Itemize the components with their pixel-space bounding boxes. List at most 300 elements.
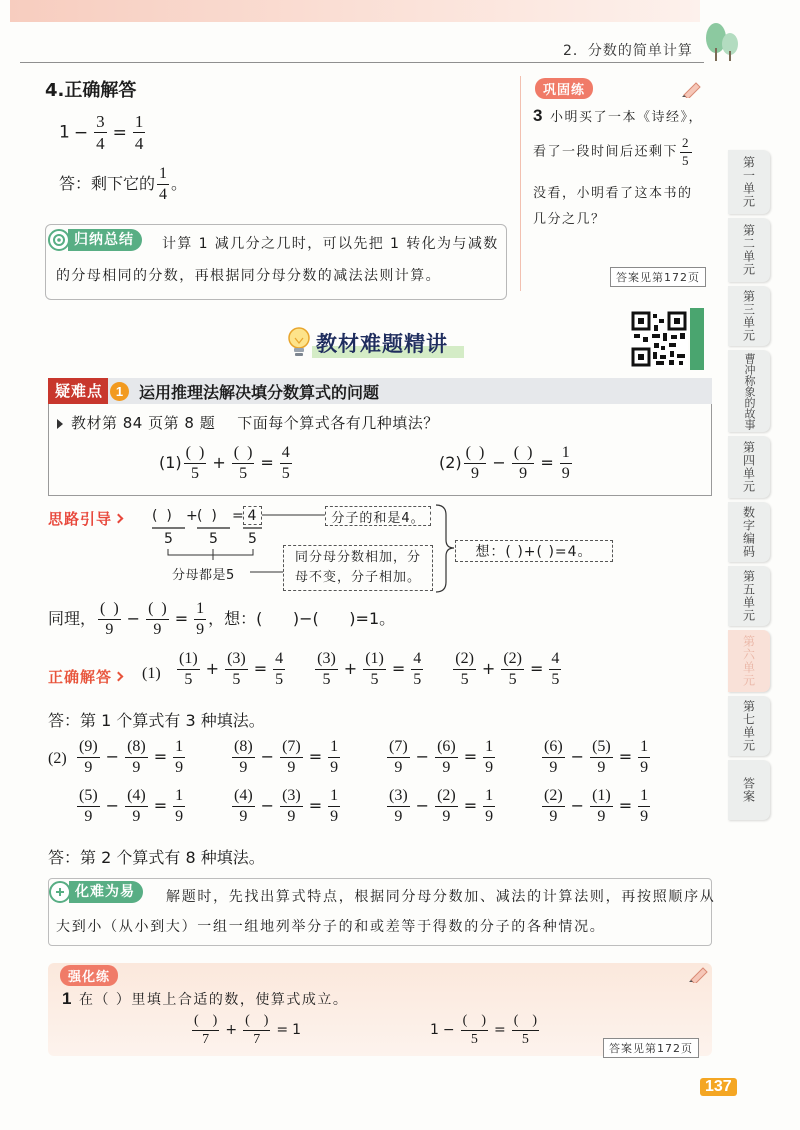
numerator: (7) [387,738,410,758]
text: 1 [292,1022,302,1039]
numerator: (7) [280,738,303,758]
fraction [483,738,495,777]
operator: − [570,795,585,815]
numerator: (3) [315,650,338,670]
sidebar-tab-unit-2 [728,218,770,282]
drill-instruction-line [62,989,348,1009]
tab-label: 第一单元 [741,156,756,208]
fraction [225,650,248,689]
denominator: 9 [394,758,403,776]
denominator: 9 [132,807,141,825]
fraction [590,787,613,826]
denominator: 9 [175,758,184,776]
denominator: 9 [196,620,205,638]
numerator: 1 [194,600,206,620]
sidebar-tab-unit-1 [728,150,770,214]
part2-label: (2) [48,750,67,767]
equation [59,112,187,153]
rule-line-1: 同分母分数相加，分 [294,550,421,565]
numerator: 1 [560,444,572,464]
denominator: 5 [281,464,290,482]
chevron-right-icon [114,514,124,524]
equation [313,650,425,689]
part1-equations [175,650,563,689]
numerator: ( ) [98,600,121,620]
fraction [280,787,303,826]
fraction [94,112,107,153]
denominator: 9 [561,464,570,482]
denominator: 9 [84,758,93,776]
numerator: (5) [77,787,100,807]
denominator: 9 [485,758,494,776]
practice-line-3: 没看，小明看了这本书的 [533,186,693,201]
numerator: (1) [590,787,613,807]
section-heading: 教材难题精讲 [316,332,448,356]
fraction [232,738,255,777]
equation [75,738,230,777]
text: ，想：( )−( )=1。 [208,608,396,628]
sidebar-tab-unit-6 [728,630,770,692]
text: 同理， [48,608,97,628]
numerator: 4 [280,444,292,464]
fraction [638,787,650,826]
operator: = [391,658,406,678]
text: 1 [430,1022,439,1039]
numerator: (5) [590,738,613,758]
fraction [387,787,410,826]
fraction [461,1013,488,1047]
fraction [435,738,458,777]
fraction [315,650,338,689]
numerator: 1 [328,787,340,807]
denominator: 5 [191,464,199,482]
denominator: 9 [175,807,184,825]
numerator: 3 [94,112,107,133]
numerator: 1 [173,738,185,758]
similar-line [48,600,395,639]
operator: = [493,1022,506,1039]
text: 。 [171,173,188,193]
diagram-denominator-1: 5 [164,531,173,547]
problem-equation-2 [439,444,574,483]
fraction [157,165,169,204]
operator: − [260,795,275,815]
diagram-plus: + [186,508,198,524]
denominator: 5 [470,1031,478,1047]
denominator: 9 [485,807,494,825]
numerator: (8) [232,738,255,758]
summary-tag [48,229,142,251]
numerator: 1 [328,738,340,758]
practice-label: 巩固练 [535,78,593,99]
operator: − [415,746,430,766]
sidebar-tab-unit-3 [728,286,770,346]
fraction [194,600,206,639]
answer-1: 答：第 1 个算式有 3 种填法。 [48,711,265,730]
operator: − [105,746,120,766]
numerator: 1 [173,787,185,807]
guide-diagram [140,500,630,600]
numerator: (2) [453,650,476,670]
summary-box [45,224,507,300]
denominator: 4 [159,185,168,203]
question-number: 3 [533,106,544,125]
fraction [273,650,285,689]
numerator: ( ) [461,1013,488,1031]
denominator: 9 [239,758,248,776]
sidebar-tab-unit-7 [728,696,770,756]
operator: = [529,658,544,678]
operator: = [260,452,274,472]
lightbulb-icon [286,325,312,359]
practice-line-2 [533,136,694,168]
guide-label-text: 思路引导 [48,510,113,528]
fraction [125,738,148,777]
answer-reference: 答案见第172页 [610,267,706,287]
fraction [125,787,148,826]
tab-label: 第四单元 [741,441,756,493]
numerator: ( ) [146,600,169,620]
equation [385,738,540,777]
fraction [280,444,292,483]
answer-2: 答：第 2 个算式有 8 种填法。 [48,848,265,867]
diagram-denominator-note: 分母都是5 [172,568,235,583]
equation [230,787,385,826]
numerator: ( ) [232,444,255,464]
practice-line-4: 几分之几？ [533,212,606,227]
fraction [77,787,100,826]
denominator: 5 [275,670,284,688]
operator: = [153,746,168,766]
fraction [411,650,423,689]
fraction [638,738,650,777]
fraction [243,1013,270,1047]
denominator: 9 [442,807,451,825]
fraction [173,787,185,826]
drill-number: 1 [62,989,73,1008]
denominator: 9 [153,620,162,638]
numerator: (2) [501,650,524,670]
numerator: (2) [435,787,458,807]
video-tag-strip [690,308,704,370]
fraction [280,738,303,777]
sidebar-tab-caochong [728,350,770,432]
numerator: (6) [542,738,565,758]
solution-label-text: 正确解答 [48,668,113,686]
sidebar-tab-answers [728,760,770,820]
text: (2) [439,452,462,472]
denominator: 9 [442,758,451,776]
fraction [542,787,565,826]
fraction [549,650,561,689]
fraction [435,787,458,826]
operator: = [463,795,478,815]
fraction [453,650,476,689]
fraction [184,444,207,483]
numerator: 1 [638,738,650,758]
fraction [232,444,255,483]
numerator: (9) [77,738,100,758]
operator: − [570,746,585,766]
denominator: 7 [202,1031,210,1047]
tip-box [48,878,716,946]
operator: − [105,795,120,815]
denominator: 9 [105,620,114,638]
key-icon [49,881,71,903]
chevron-right-icon [114,672,124,682]
denominator: 5 [370,670,379,688]
denominator: 9 [84,807,93,825]
operator: = [112,122,127,143]
denominator: 9 [330,758,339,776]
numerator: (3) [387,787,410,807]
numerator: 1 [483,738,495,758]
drill-instruction: 在（ ）里填上合适的数，使算式成立。 [78,992,349,1008]
numerator: 1 [133,112,146,133]
denominator: 5 [521,1031,529,1047]
guide-label [48,508,122,529]
fraction [133,112,146,153]
triangle-bullet-icon [57,419,63,429]
part1-label: (1) [142,665,161,682]
diagram-rule-box [283,545,433,591]
operator: = [276,1022,289,1039]
denominator: 5 [184,670,193,688]
numerator: (3) [280,787,303,807]
operator: = [253,658,268,678]
denominator: 9 [640,807,649,825]
fraction [542,738,565,777]
numerator: 2 [680,136,692,153]
operator: − [492,452,506,472]
text: 1 [59,122,70,143]
denominator: 7 [253,1031,261,1047]
numerator: (3) [225,650,248,670]
pencil-icon [688,965,710,983]
denominator: 5 [682,152,691,168]
tip-tag [49,881,143,903]
denominator: 9 [287,758,296,776]
numerator: ( ) [184,444,207,464]
equation [451,650,563,689]
numerator: (8) [125,738,148,758]
tab-label: 第二单元 [741,224,756,276]
fraction [560,444,572,483]
numerator: 1 [483,787,495,807]
header-divider [20,62,704,63]
equation [540,787,695,826]
qr-code-icon [630,310,688,368]
operator: = [153,795,168,815]
numerator: (6) [435,738,458,758]
difficulty-number-badge: 1 [110,382,129,401]
denominator: 9 [394,807,403,825]
drill-label: 强化练 [60,965,118,986]
operator: = [463,746,478,766]
denominator: 9 [597,758,606,776]
difficulty-header [48,378,712,404]
denominator: 5 [239,464,248,482]
denominator: 9 [549,758,558,776]
operator: − [73,122,89,143]
fraction [464,444,487,483]
denominator: 9 [640,758,649,776]
problem-question: 下面每个算式各有几种填法？ [237,414,439,432]
equation [385,787,540,826]
difficulty-label: 疑难点 [48,378,108,404]
summary-text-line-2: 的分母相同的分数，再根据同分母分数的减法法则计算。 [56,268,441,284]
numerator: (1) [363,650,386,670]
problem-equation-1 [159,444,294,483]
tip-text-line-1: 解题时，先找出算式特点，根据同分母分数加、减法的计算法则，再按照顺序从 [166,889,716,905]
answer-line [59,165,187,204]
diagram-numerator-2: ( ) [197,508,217,524]
operator: = [174,608,189,628]
chapter-title: 2．分数的简单计算 [563,43,693,59]
problem-box [48,404,712,496]
drill-box [48,963,712,1056]
fraction [387,738,410,777]
diagram-denominator-3: 5 [248,531,257,547]
problem-statement [57,412,439,433]
drill-equation-1 [190,1013,301,1047]
numerator: 4 [411,650,423,670]
operator: − [126,608,141,628]
difficulty-title: 运用推理法解决填分数算式的问题 [139,382,380,402]
diagram-think-box: 想：( )+( )=4。 [455,540,613,562]
denominator: 9 [330,807,339,825]
denominator: 5 [322,670,331,688]
fraction [483,787,495,826]
operator: − [415,795,430,815]
tab-label: 第五单元 [741,570,756,622]
part2-equations [75,738,695,826]
diagram-denominator-2: 5 [209,531,218,547]
numerator: 4 [273,650,285,670]
equation [175,650,287,689]
operator: + [343,658,358,678]
summary-label: 归纳总结 [68,229,142,251]
equation [230,738,385,777]
diagram-numerator-note: 分子的和是4。 [325,506,431,526]
operator: = [540,452,554,472]
sidebar-tab-digit-code [728,502,770,562]
section-4 [45,76,187,204]
tab-label: 第三单元 [741,290,756,342]
numerator: (4) [125,787,148,807]
question-text: 小明买了一本《诗经》， [549,110,703,125]
tab-label: 答案 [741,777,756,803]
fraction [98,600,121,639]
operator: + [205,658,220,678]
page-number: 137 [700,1078,737,1096]
fraction [328,738,340,777]
operator: − [260,746,275,766]
numerator: ( ) [512,1013,539,1031]
denominator: 9 [597,807,606,825]
tree-icon [702,18,742,62]
diagram-sum-box: 4 [243,506,262,525]
fraction [363,650,386,689]
rule-line-2: 母不变，分子相加。 [294,570,421,585]
operator: = [618,795,633,815]
denominator: 9 [239,807,248,825]
fraction [512,1013,539,1047]
tab-label: 第七单元 [741,700,756,752]
pencil-icon [681,80,703,98]
fraction [328,787,340,826]
sidebar-tab-unit-4 [728,436,770,498]
numerator: (1) [177,650,200,670]
practice-line-1 [533,106,703,126]
tip-label: 化难为易 [69,881,143,903]
text: 看了一段时间后还剩下 [533,144,679,160]
denominator: 5 [551,670,560,688]
denominator: 9 [549,807,558,825]
fraction [146,600,169,639]
denominator: 4 [96,134,105,154]
denominator: 5 [413,670,422,688]
fraction [512,444,535,483]
tab-label: 数字编码 [741,506,756,558]
operator: = [618,746,633,766]
diagram-numerator-1: ( ) [152,508,172,524]
numerator: (4) [232,787,255,807]
numerator: ( ) [243,1013,270,1031]
diagram-equals: = [232,508,244,524]
numerator: 1 [638,787,650,807]
numerator: ( ) [512,444,535,464]
tip-text-line-2: 大到小（从小到大）一组一组地列举分子的和或差等于得数的分子的各种情况。 [56,919,606,935]
equation [75,787,230,826]
drill-equation-2 [430,1013,541,1047]
denominator: 5 [232,670,241,688]
denominator: 9 [132,758,141,776]
target-icon [48,229,70,251]
drill-answer-reference: 答案见第172页 [603,1038,699,1058]
section-title: 4.正确解答 [45,80,137,101]
summary-text-line-1: 计算 1 减几分之几时，可以先把 1 转化为与减数 [162,236,499,252]
operator: = [308,746,323,766]
fraction [177,650,200,689]
denominator: 9 [519,464,528,482]
tab-label: 曹冲称象的故事 [743,352,756,430]
problem-source: 教材第 84 页第 8 题 [71,414,216,432]
numerator: (2) [542,787,565,807]
denominator: 5 [508,670,517,688]
fraction [192,1013,219,1047]
fraction [77,738,100,777]
denominator: 9 [287,807,296,825]
operator: + [481,658,496,678]
denominator: 5 [460,670,469,688]
top-band [10,0,700,22]
denominator: 4 [134,134,144,154]
text: 答：剩下它的 [59,173,156,193]
numerator: 4 [549,650,561,670]
fraction [173,738,185,777]
practice-box [520,76,712,291]
fraction [501,650,524,689]
operator: = [308,795,323,815]
operator: − [442,1022,455,1039]
equation [540,738,695,777]
denominator: 9 [471,464,479,482]
numerator: ( ) [464,444,487,464]
tab-label: 第六单元 [741,635,756,687]
solution-label [48,666,122,687]
fraction [680,136,692,168]
